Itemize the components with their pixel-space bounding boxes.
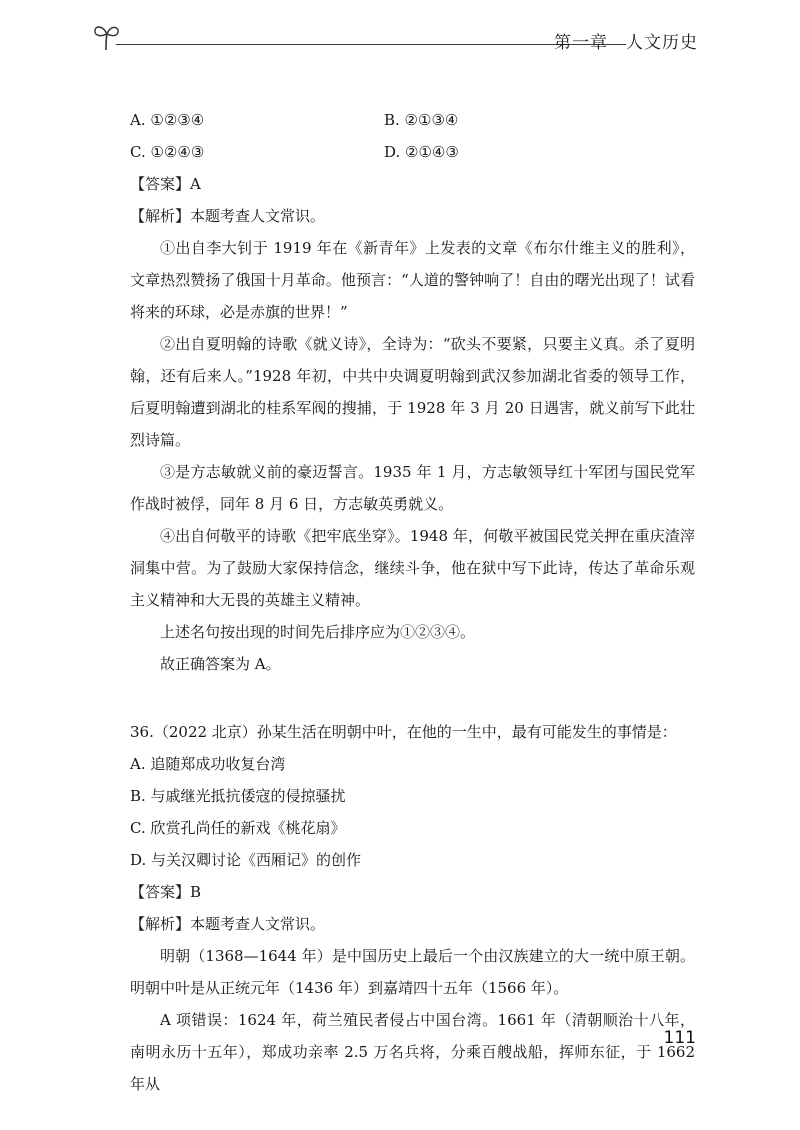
page-number: 111 bbox=[663, 1028, 696, 1048]
analysis-paragraph: ④出自何敬平的诗歌《把牢底坐穿》。1948 年，何敬平被国民党关押在重庆渣滓洞集中营。为了鼓励大家保持信念，继续斗争，他在狱中写下此诗，传达了革命乐观主义精神和大无畏的英雄主义精神。 bbox=[130, 527, 695, 609]
analysis-line bbox=[130, 200, 695, 232]
header-rule bbox=[116, 44, 626, 45]
analysis-line bbox=[130, 908, 695, 940]
question-stem: 36.（2022 北京）孙某生活在明朝中叶，在他的一生中，最有可能发生的事情是： bbox=[130, 723, 677, 741]
option-d: D. 与关汉卿讨论《西厢记》的创作 bbox=[130, 851, 362, 869]
answer-label: 【答案】 bbox=[130, 175, 191, 193]
option-c: C. 欣赏孔尚任的新戏《桃花扇》 bbox=[130, 819, 346, 837]
chapter-number: 第一章 bbox=[554, 33, 608, 53]
question-gap bbox=[130, 680, 695, 716]
analysis-paragraph: 上述名句按出现的时间先后排序应为①②③④。 bbox=[160, 623, 476, 641]
analysis-label: 【解析】 bbox=[130, 207, 191, 225]
chapter-name: 人文历史 bbox=[626, 33, 698, 53]
analysis-paragraph: A 项错误：1624 年，荷兰殖民者侵占中国台湾。1661 年（清朝顺治十八年，南明永历十五年），郑成功亲率 2.5 万名兵将，分乘百艘战船，挥师东征，于 1662 年从 bbox=[130, 1011, 695, 1093]
analysis-intro: 本题考查人文常识。 bbox=[190, 915, 326, 933]
sprout-icon bbox=[92, 20, 122, 54]
page-header bbox=[92, 20, 698, 54]
analysis-paragraph: 故正确答案为 A。 bbox=[160, 655, 281, 673]
option-b: B. 与戚继光抵抗倭寇的侵掠骚扰 bbox=[130, 787, 346, 805]
analysis-intro: 本题考查人文常识。 bbox=[190, 207, 326, 225]
option-d: D. ②①④③ bbox=[384, 143, 459, 161]
analysis-label: 【解析】 bbox=[130, 915, 191, 933]
answer-value: A bbox=[190, 175, 201, 193]
chapter-title bbox=[554, 28, 698, 53]
answer-line bbox=[130, 168, 695, 200]
analysis-paragraph: ①出自李大钊于 1919 年在《新青年》上发表的文章《布尔什维主义的胜利》，文章热烈赞扬了俄国十月革命。他预言：“人道的警钟响了！自由的曙光出现了！试看将来的环球，必是赤旗的世界！” bbox=[130, 239, 695, 321]
option-a: A. 追随郑成功收复台湾 bbox=[130, 755, 286, 773]
options-row-1 bbox=[130, 104, 695, 136]
page-content bbox=[130, 104, 695, 1100]
answer-line bbox=[130, 876, 695, 908]
analysis-paragraph: ③是方志敏就义前的豪迈誓言。1935 年 1 月，方志敏领导红十军团与国民党军作战时被俘，同年 8 月 6 日，方志敏英勇就义。 bbox=[130, 463, 695, 513]
option-c: C. ①②④③ bbox=[130, 143, 205, 161]
option-b: B. ②①③④ bbox=[384, 111, 459, 129]
option-a: A. ①②③④ bbox=[130, 111, 205, 129]
options-row-2 bbox=[130, 136, 695, 168]
answer-value: B bbox=[190, 883, 202, 901]
answer-label: 【答案】 bbox=[130, 883, 191, 901]
analysis-paragraph: ②出自夏明翰的诗歌《就义诗》，全诗为：“砍头不要紧，只要主义真。杀了夏明翰，还有后来人。”1928 年初，中共中央调夏明翰到武汉参加湖北省委的领导工作，后夏明翰遭到湖北的桂系军阀的搜捕，于 1928 年 3 月 20 日遇害，就义前写下此壮烈诗篇。 bbox=[130, 335, 695, 449]
analysis-paragraph: 明朝（1368—1644 年）是中国历史上最后一个由汉族建立的大一统中原王朝。明朝中叶是从正统元年（1436 年）到嘉靖四十五年（1566 年）。 bbox=[130, 947, 695, 997]
